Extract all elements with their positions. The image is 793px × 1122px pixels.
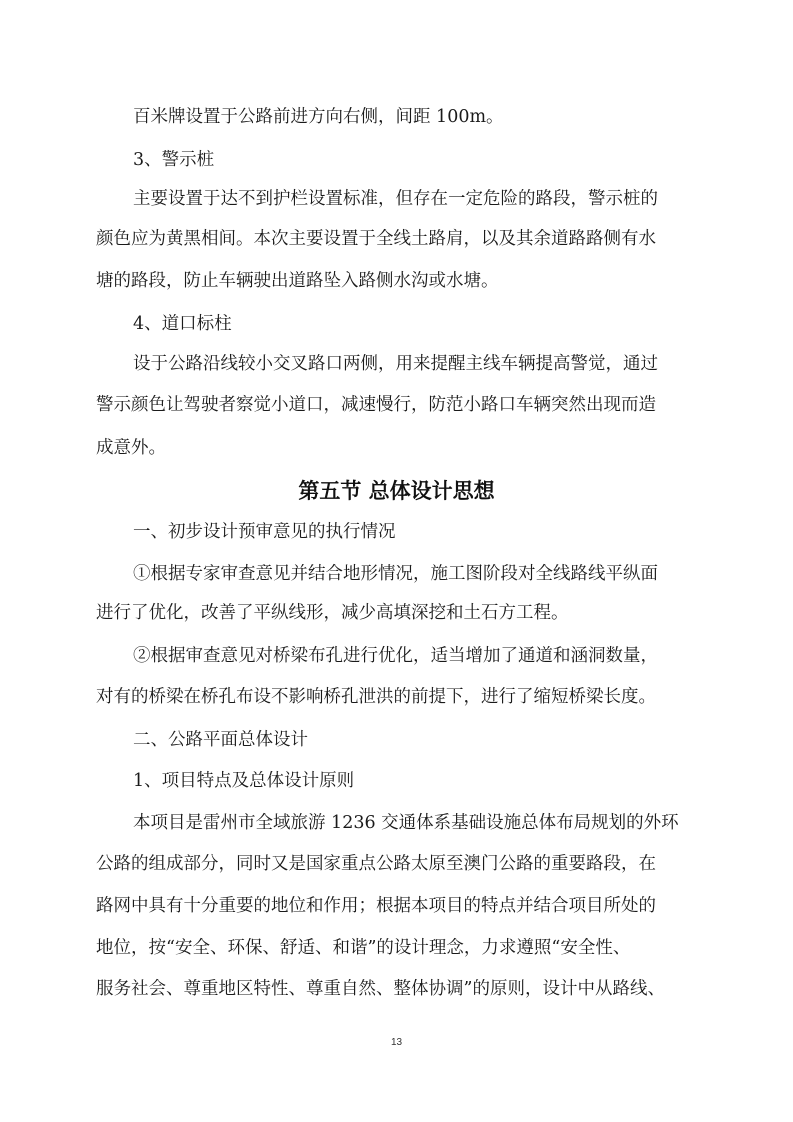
paragraph-line: 公路的组成部分，同时又是国家重点公路太原至澳门公路的重要路段，在 [96,854,656,874]
paragraph-line: 百米牌设置于公路前进方向右侧，间距 100m。 [133,107,504,127]
paragraph-line: 二、公路平面总体设计 [133,730,308,750]
paragraph-line: ②根据审查意见对桥梁布孔进行优化，适当增加了通道和涵洞数量， [133,646,658,666]
paragraph-line: ①根据专家审查意见并结合地形情况，施工图阶段对全线路线平纵面 [133,564,658,584]
paragraph-line: 主要设置于达不到护栏设置标准，但存在一定危险的路段，警示桩的 [133,189,658,209]
paragraph-line: 进行了优化，改善了平纵线形，减少高填深挖和土石方工程。 [96,603,569,623]
paragraph-line: 塘的路段，防止车辆驶出道路坠入路侧水沟或水塘。 [96,271,499,291]
paragraph-line: 本项目是雷州市全域旅游 1236 交通体系基础设施总体布局规划的外环 [133,813,679,833]
paragraph-line: 服务社会、尊重地区特性、尊重自然、整体协调”的原则，设计中从路线、 [96,979,665,999]
paragraph-line: 地位，按“安全、环保、舒适、和谐”的设计理念，力求遵照“安全性、 [96,938,631,958]
section-heading: 第五节 总体设计思想 [298,479,495,503]
paragraph-line: 设于公路沿线较小交叉路口两侧，用来提醒主线车辆提高警觉，通过 [133,354,658,374]
paragraph-line: 1、项目特点及总体设计原则 [133,771,355,791]
paragraph-line: 3、警示桩 [133,150,215,170]
paragraph-line: 4、道口标柱 [133,314,232,334]
paragraph-line: 警示颜色让驾驶者察觉小道口，减速慢行，防范小路口车辆突然出现而造 [96,395,656,415]
paragraph-line: 颜色应为黄黑相间。本次主要设置于全线土路肩，以及其余道路路侧有水 [96,229,656,249]
page-number: 13 [390,1037,403,1048]
paragraph-line: 一、初步设计预审意见的执行情况 [133,522,396,542]
paragraph-line: 成意外。 [96,438,166,458]
paragraph-line: 对有的桥梁在桥孔布设不影响桥孔泄洪的前提下，进行了缩短桥梁长度。 [96,687,656,707]
paragraph-line: 路网中具有十分重要的地位和作用；根据本项目的特点并结合项目所处的 [96,896,656,916]
